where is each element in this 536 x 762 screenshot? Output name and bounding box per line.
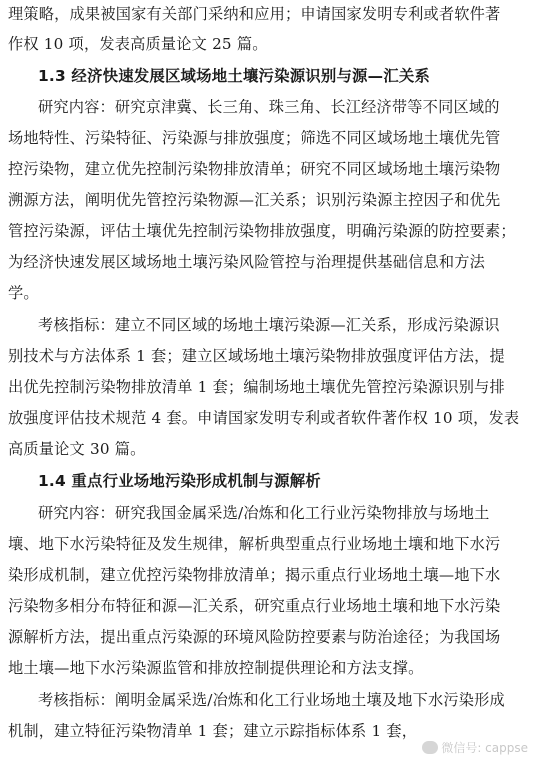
text-line: 机制，建立特征污染物清单 1 套；建立示踪指标体系 1 套， <box>8 722 418 740</box>
text-line: 别技术与方法体系 1 套；建立区域场地土壤污染物排放强度评估方法，提 <box>8 347 505 365</box>
text-line: 考核指标：建立不同区域的场地土壤污染源—汇关系，形成污染源识 <box>38 316 500 334</box>
text-line: 出优先控制污染物排放清单 1 套；编制场地土壤优先管控污染源识别与排 <box>8 378 505 396</box>
watermark-text: 微信号: cappse <box>441 741 528 755</box>
text-line: 管控污染源，评估土壤优先控制污染物排放强度，明确污染源的防控要素； <box>8 222 516 240</box>
text-line: 研究内容：研究京津冀、长三角、珠三角、长江经济带等不同区域的 <box>38 98 500 116</box>
section-heading-1-4: 1.4 重点行业场地污染形成机制与源解析 <box>38 472 321 490</box>
text-line: 源解析方法，提出重点污染源的环境风险防控要素与防治途径；为我国场 <box>8 628 501 646</box>
text-line: 地土壤—地下水污染源监管和排放控制提供理论和方法支撑。 <box>8 659 424 677</box>
wechat-watermark <box>422 739 528 756</box>
text-line: 放强度评估技术规范 4 套。申请国家发明专利或者软件著作权 10 项，发表 <box>8 409 520 427</box>
section-heading-1-3: 1.3 经济快速发展区域场地土壤污染源识别与源—汇关系 <box>38 67 431 85</box>
text-line: 为经济快速发展区域场地土壤污染风险管控与治理提供基础信息和方法 <box>8 253 486 271</box>
text-line: 染形成机制，建立优控污染物排放清单；揭示重点行业场地土壤—地下水 <box>8 566 501 584</box>
text-line: 考核指标：阐明金属采选/冶炼和化工行业场地土壤及地下水污染形成 <box>38 691 505 709</box>
wechat-icon <box>422 741 438 754</box>
text-line: 污染物多相分布特征和源—汇关系，研究重点行业场地土壤和地下水污染 <box>8 597 501 615</box>
text-line: 高质量论文 30 篇。 <box>8 440 146 458</box>
text-line: 理策略，成果被国家有关部门采纳和应用；申请国家发明专利或者软件著 <box>8 5 501 23</box>
text-line: 学。 <box>8 284 39 302</box>
text-line: 溯源方法，阐明优先管控污染物源—汇关系；识别污染源主控因子和优先 <box>8 191 501 209</box>
text-line: 控污染物，建立优先控制污染物排放清单；研究不同区域场地土壤污染物 <box>8 160 501 178</box>
text-line: 作权 10 项，发表高质量论文 25 篇。 <box>8 35 268 53</box>
text-line: 场地特性、污染特征、污染源与排放强度；筛选不同区域场地土壤优先管 <box>8 129 501 147</box>
text-line: 壤、地下水污染特征及发生规律，解析典型重点行业场地土壤和地下水污 <box>8 535 501 553</box>
text-line: 研究内容：研究我国金属采选/冶炼和化工行业污染物排放与场地土 <box>38 504 490 522</box>
